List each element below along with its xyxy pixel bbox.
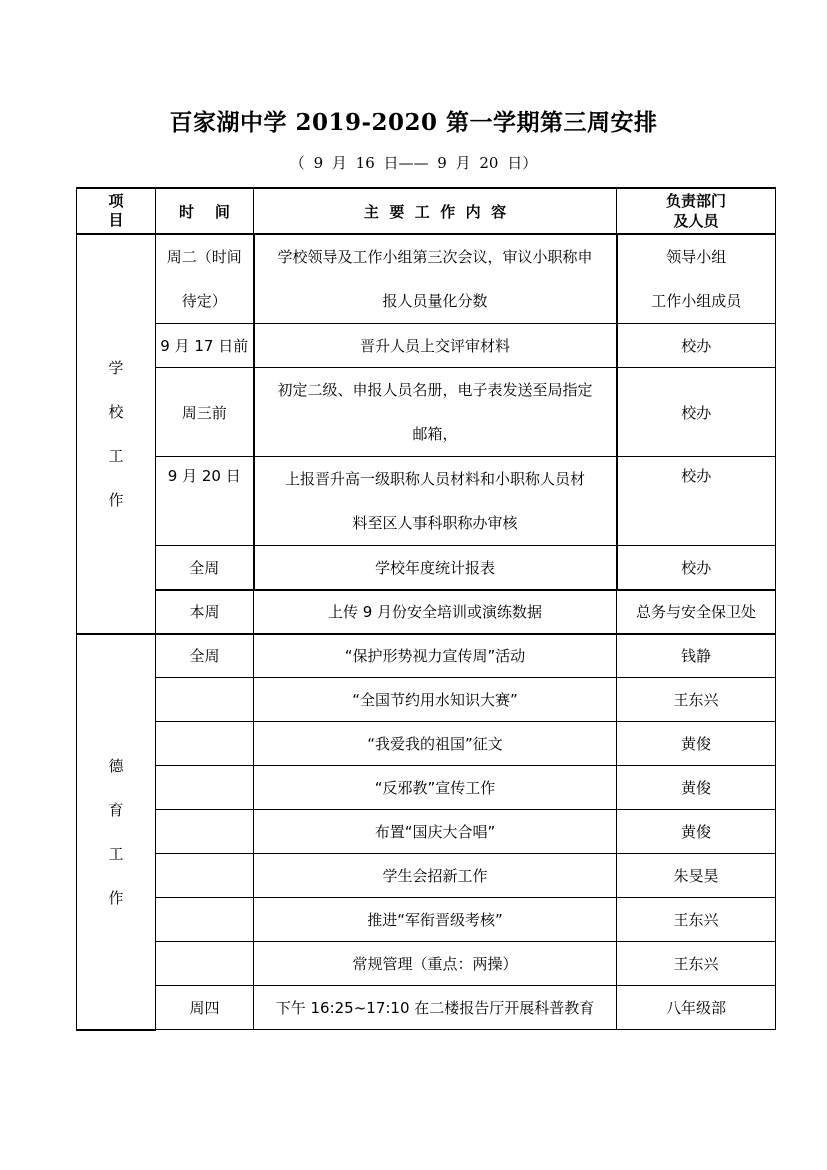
dept-cell: 校办 bbox=[617, 546, 776, 590]
page-title: 百家湖中学 2019-2020 第一学期第三周安排 bbox=[169, 109, 658, 136]
content-cell: 上传 9 月份安全培训或演练数据 bbox=[254, 590, 617, 634]
time-cell: 全周 bbox=[156, 546, 254, 590]
table-row bbox=[77, 766, 776, 810]
time-cell bbox=[156, 766, 254, 810]
content-cell: “保护形势视力宣传周”活动 bbox=[254, 634, 617, 678]
header-dept: 负责部门 及人员 bbox=[617, 188, 776, 234]
content-cell: 学校年度统计报表 bbox=[254, 546, 617, 590]
table-row bbox=[77, 457, 776, 546]
time-cell: 周四 bbox=[156, 986, 254, 1030]
dept-cell: 校办 bbox=[617, 324, 776, 368]
table-row bbox=[77, 590, 776, 634]
dept-cell: 王东兴 bbox=[617, 942, 776, 986]
time-cell: 本周 bbox=[156, 590, 254, 634]
table-row bbox=[77, 722, 776, 766]
time-cell bbox=[156, 854, 254, 898]
table-row bbox=[77, 986, 776, 1030]
content-cell: 推进“军衔晋级考核” bbox=[254, 898, 617, 942]
time-cell bbox=[156, 942, 254, 986]
table-header-row bbox=[77, 188, 776, 234]
dept-cell: 总务与安全保卫处 bbox=[617, 590, 776, 634]
dept-cell: 校办 bbox=[617, 368, 776, 457]
table-row bbox=[77, 546, 776, 590]
content-cell: 晋升人员上交评审材料 bbox=[254, 324, 617, 368]
time-cell: 9 月 17 日前 bbox=[156, 324, 254, 368]
table-row bbox=[77, 324, 776, 368]
dept-cell: 领导小组 工作小组成员 bbox=[617, 234, 776, 324]
table-row bbox=[77, 810, 776, 854]
dept-cell: 黄俊 bbox=[617, 722, 776, 766]
schedule-table bbox=[76, 187, 776, 1031]
table-row bbox=[77, 678, 776, 722]
dept-cell: 校办 bbox=[617, 457, 776, 546]
time-cell bbox=[156, 722, 254, 766]
time-cell bbox=[156, 678, 254, 722]
content-cell: 布置“国庆大合唱” bbox=[254, 810, 617, 854]
header-content: 主 要 工 作 内 容 bbox=[254, 188, 617, 234]
time-cell: 全周 bbox=[156, 634, 254, 678]
dept-cell: 黄俊 bbox=[617, 766, 776, 810]
dept-cell: 黄俊 bbox=[617, 810, 776, 854]
table-row bbox=[77, 898, 776, 942]
category-moral-education: 德育工作 bbox=[77, 634, 156, 1030]
time-cell: 周三前 bbox=[156, 368, 254, 457]
category-school-work: 学校工作 bbox=[77, 234, 156, 634]
time-cell: 9 月 20 日 bbox=[156, 457, 254, 546]
content-cell: “我爱我的祖国”征文 bbox=[254, 722, 617, 766]
content-cell: “反邪教”宣传工作 bbox=[254, 766, 617, 810]
table-row bbox=[77, 854, 776, 898]
content-cell: 初定二级、申报人员名册，电子表发送至局指定 邮箱， bbox=[254, 368, 617, 457]
table-row bbox=[77, 634, 776, 678]
dept-cell: 朱旻昊 bbox=[617, 854, 776, 898]
content-cell: “全国节约用水知识大赛” bbox=[254, 678, 617, 722]
time-cell bbox=[156, 898, 254, 942]
table-row bbox=[77, 942, 776, 986]
time-cell: 周二（时间 待定） bbox=[156, 234, 254, 324]
table-row bbox=[77, 368, 776, 457]
dept-cell: 王东兴 bbox=[617, 678, 776, 722]
content-cell: 学校领导及工作小组第三次会议，审议小职称申 报人员量化分数 bbox=[254, 234, 617, 324]
content-cell: 学生会招新工作 bbox=[254, 854, 617, 898]
header-time: 时 间 bbox=[156, 188, 254, 234]
content-cell: 上报晋升高一级职称人员材料和小职称人员材 料至区人事科职称办审核 bbox=[254, 457, 617, 546]
dept-cell: 八年级部 bbox=[617, 986, 776, 1030]
dept-cell: 王东兴 bbox=[617, 898, 776, 942]
table-row bbox=[77, 234, 776, 324]
header-category: 项 目 bbox=[77, 188, 156, 234]
dept-cell: 钱静 bbox=[617, 634, 776, 678]
time-cell bbox=[156, 810, 254, 854]
content-cell: 下午 16:25~17:10 在二楼报告厅开展科普教育 bbox=[254, 986, 617, 1030]
content-cell: 常规管理（重点：两操） bbox=[254, 942, 617, 986]
date-range: （ 9 月 16 日—— 9 月 20 日） bbox=[289, 154, 538, 172]
